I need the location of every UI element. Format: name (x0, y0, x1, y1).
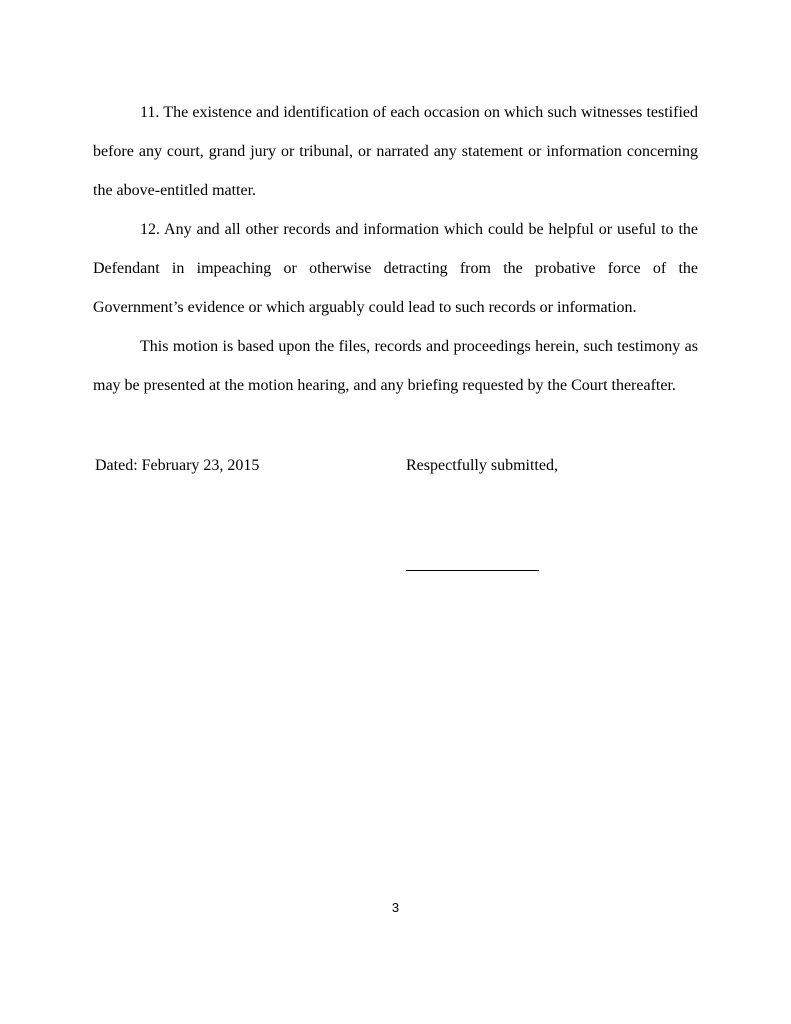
motion-basis-paragraph: This motion is based upon the files, records and proceedings herein, such testimony as may be presented at the motion hearing, and any briefing requested by the Court thereafter. (93, 338, 698, 394)
paragraph-item-12: 12. Any and all other records and information which could be helpful or useful to the Defendant in impeaching or otherwise detracting from the probative force of the Government’s evidence or which arguably could lead to such records or information. (93, 221, 698, 316)
paragraph-item-11: 11. The existence and identification of each occasion on which such witnesses testified before any court, grand jury or tribunal, or narrated any statement or information concerning the above-entitled matter. (93, 104, 698, 199)
signature-line (406, 570, 539, 571)
dated-line: Dated: February 23, 2015 (95, 457, 260, 474)
body-text (93, 93, 698, 405)
closing-line: Respectfully submitted, (406, 457, 558, 474)
page-number: 3 (391, 900, 400, 915)
